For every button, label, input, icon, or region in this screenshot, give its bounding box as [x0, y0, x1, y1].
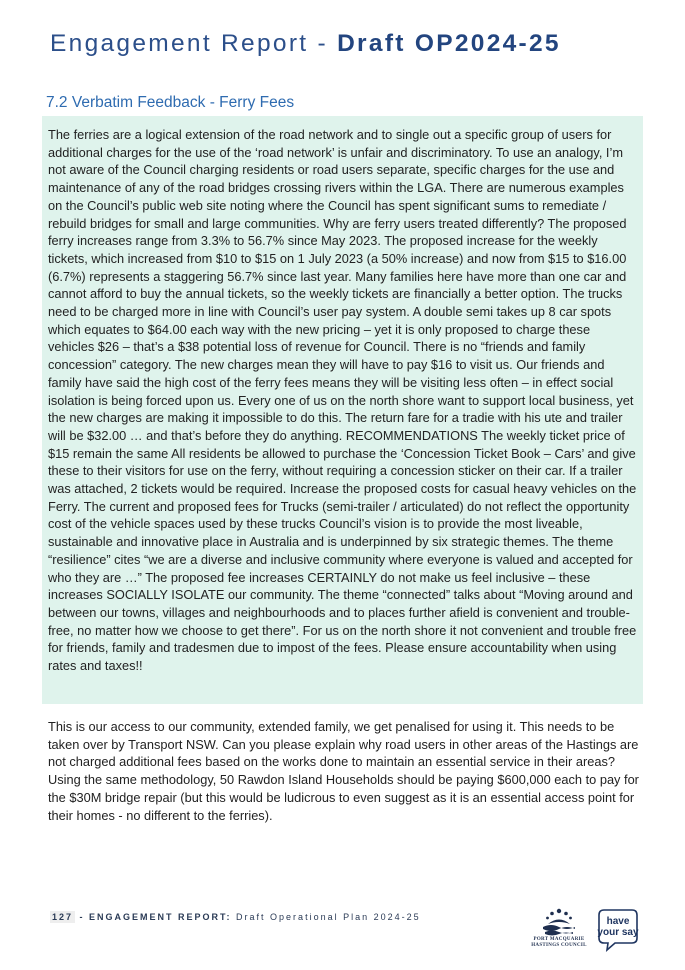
footer-doc-title: Draft Operational Plan 2024-25: [231, 912, 421, 922]
feedback-highlight-box: [42, 116, 643, 704]
have-your-say-badge: [597, 908, 639, 952]
title-prefix: Engagement Report -: [50, 30, 338, 57]
feedback-paragraph: This is our access to our community, extended family, we get penalised for using it. This needs to be taken over by Transport NSW. Can you please explain why road users in other areas of the Hastings are not charged additional fees based on the works done to maintain an essential service in their areas? Using the same methodology, 50 Rawdon Island Households should be paying $600,000 each to pay for the $30M bridge repair (but this would be ludicrous to even suggest as it is an essential access point for their homes - no different to the ferries).: [48, 719, 639, 823]
council-logo-icon: [539, 905, 579, 937]
footer-separator: -: [75, 912, 90, 922]
have-your-say-text: [597, 916, 639, 938]
have-your-say-line2: your say: [597, 927, 639, 938]
council-logo: [528, 905, 590, 957]
section-heading: 7.2 Verbatim Feedback - Ferry Fees: [46, 94, 295, 111]
logo-text-line2: HASTINGS COUNCIL: [531, 943, 587, 948]
page-number: 127: [52, 912, 74, 922]
feedback-paragraph: The ferries are a logical extension of the road network and to single out a specific group of users for additional charges for the use of the ‘road network’ is unfair and discriminatory. To use an analogy, I’m not aware of the Council charging residents or road users separate, specific charges for the use and maintenance of any of the road bridges crossing rivers within the LGA. There are numerous examples on the Council’s public web site noting where the Council has spent significant sums to remediate / rebuild bridges for small and large communities. Why are ferry users treated differently? The proposed ferry increases range from 3.3% to 56.7% since May 2023. The proposed increase for the weekly tickets, which increased from $10 to $15 on 1 July 2023 (a 50% increase) and now from $15 to $16.00 (6.7%) represents a staggering 56.7% since last year. Many families here have more than one car and cannot afford to buy the annual tickets, so the weekly tickets are financially a better option. The trucks need to be charged more in line with Council’s user pay system. A double semi takes up 8 car spots which equates to $64.00 each way with the new pricing – yet it is only proposed to charge these vehicles $26 – that’s a $38 potential loss of revenue for Council. There is no “friends and family concession” category. The new charges mean they will have to pay $16 to visit us. Our friends and family have said the high cost of the ferry fees means they will be visiting less often – in effect social isolation is being forced upon us. Every one of us on the north shore want to support local business, yet the new charges are making it impossible to do this. The return fare for a tradie with his ute and trailer will be $32.00 … and that’s before they do anything. RECOMMENDATIONS The weekly ticket price of $15 remain the same All residents be allowed to purchase the ‘Concession Ticket Book – Cars’ and give these to their visitors for use on the ferry, without requiring a concession sticker on their car. If a trailer was attached, 2 tickets would be required. Increase the proposed costs for casual heavy vehicles on the Ferry. The current and proposed fees for Trucks (semi-trailer / articulated) do not reflect the opportunity cost of the vehicle spaces used by these trucks Council’s vision is to provide the most liveable, sustainable and innovative place in Australia and is underpinned by six strategic themes. The theme “resilience” cites “we are a diverse and inclusive community where everyone is valued and accepted for who they are …” The proposed fee increases CERTAINLY do not make us feel inclusive – these increases SOCIALLY ISOLATE our community. The theme “connected” talks about “Moving around and between our towns, villages and neighbourhoods and to places further afield is convenient and trouble-free, no matter how we choose to get there”. For us on the north shore it not convenient and trouble free for friends, family and tradesmen due to impost of the fees. Please ensure accountability when using rates and taxes!!: [48, 127, 637, 674]
have-your-say-line1: have: [606, 916, 630, 927]
footer-report-label: ENGAGEMENT REPORT:: [89, 912, 232, 922]
page-title: [50, 30, 561, 58]
title-bold: Draft OP2024-25: [337, 30, 561, 57]
logo-text-line1: PORT MACQUARIE: [533, 937, 585, 942]
footer: [50, 912, 421, 922]
